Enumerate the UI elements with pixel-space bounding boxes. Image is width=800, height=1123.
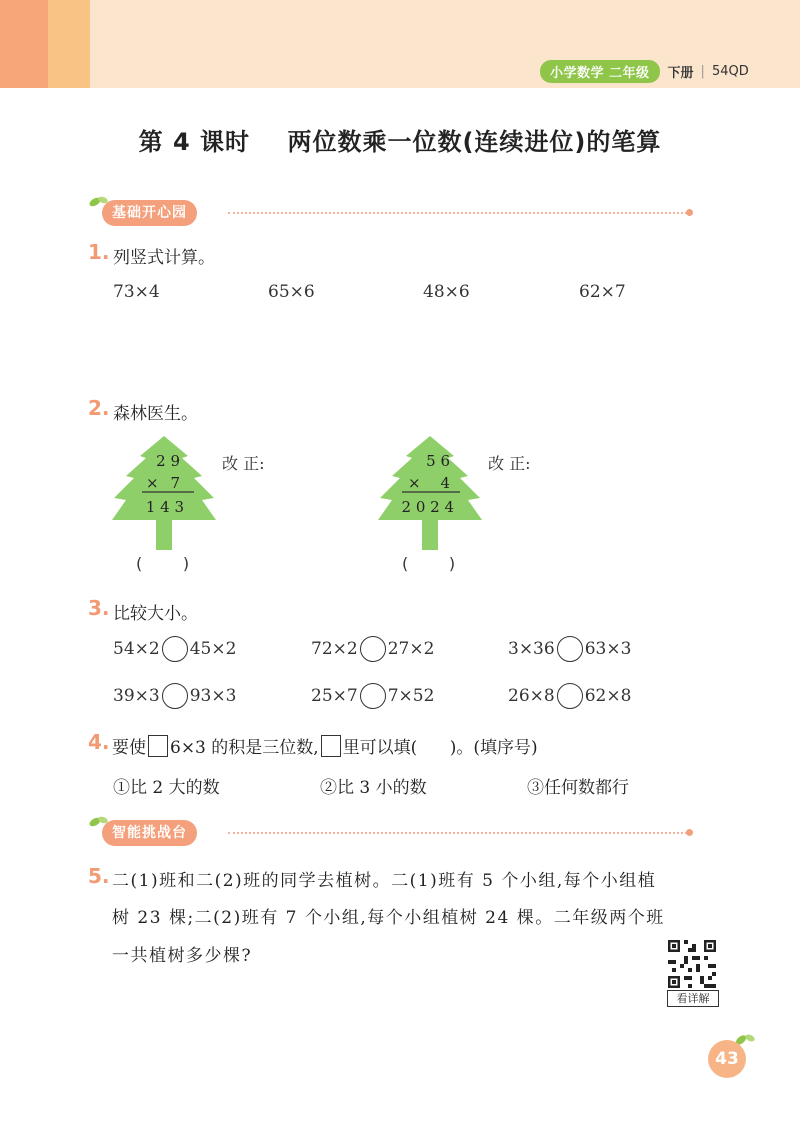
section-header-challenge [88, 820, 693, 848]
banner-stripe-orange [0, 0, 48, 88]
blank-box[interactable] [148, 735, 168, 757]
divider-end-dot [686, 829, 693, 836]
edition-code: 54QD [711, 63, 749, 79]
section-header-basic [88, 200, 693, 228]
subject-tag: 小学数学 二年级 [540, 60, 660, 83]
compare-left: 72×2 [311, 639, 358, 659]
question-text-5-line: 树 23 棵;二(2)班有 7 个小组,每个小组植树 24 棵。二年级两个班 [112, 908, 665, 928]
tree-2 [374, 436, 486, 552]
question-text-4 [112, 733, 538, 758]
volume-label: 下册 [667, 65, 694, 81]
compare-circle[interactable] [557, 683, 583, 709]
calc-expression: 48×6 [423, 282, 470, 302]
compare-right: 27×2 [387, 639, 435, 659]
calc-expression: 62×7 [579, 282, 626, 302]
dotted-divider [228, 212, 687, 214]
blank-box[interactable] [321, 735, 341, 757]
tree-trunk-icon [422, 520, 438, 550]
comparison-item [508, 683, 631, 709]
compare-right: 45×2 [189, 639, 237, 659]
comparison-item [113, 683, 236, 709]
q4-text-part: 6×3 的积是三位数, [170, 738, 319, 758]
compare-circle[interactable] [557, 636, 583, 662]
question-number-1: 1. [88, 240, 110, 264]
question-number-2: 2. [88, 396, 110, 420]
qr-code-icon[interactable] [668, 940, 716, 988]
compare-circle[interactable] [162, 683, 188, 709]
vertical-top-number: 2 9 [156, 452, 180, 470]
compare-circle[interactable] [162, 636, 188, 662]
section-title-basic: 基础开心园 [102, 200, 197, 226]
grade-tag [540, 60, 749, 82]
compare-left: 3×36 [508, 639, 555, 659]
answer-paren: ( ) [136, 554, 190, 573]
compare-right: 7×52 [387, 686, 435, 706]
question-number-3: 3. [88, 596, 110, 620]
page-number: 43 [708, 1040, 746, 1078]
calc-expression: 73×4 [113, 282, 160, 302]
vertical-result: 1 4 3 [145, 498, 184, 516]
q4-text-part: 要使 [112, 738, 146, 758]
correction-label: 改 正: [222, 454, 265, 473]
comparison-item [113, 636, 236, 662]
compare-circle[interactable] [360, 636, 386, 662]
question-text-5-line: 一共植树多少棵? [112, 946, 253, 966]
tree-trunk-icon [156, 520, 172, 550]
top-banner [0, 0, 800, 88]
compare-left: 54×2 [113, 639, 160, 659]
compare-right: 63×3 [584, 639, 632, 659]
question-text-5-line: 二(1)班和二(2)班的同学去植树。二(1)班有 5 个小组,每个小组植 [112, 871, 657, 891]
question-text-1: 列竖式计算。 [113, 248, 215, 268]
option-1: ①比 2 大的数 [113, 778, 220, 798]
answer-paren: ( ) [402, 554, 456, 573]
tree-1 [108, 436, 220, 552]
dotted-divider [228, 832, 687, 834]
compare-left: 26×8 [508, 686, 555, 706]
compare-right: 93×3 [189, 686, 237, 706]
compare-left: 25×7 [311, 686, 358, 706]
lesson-title: 第 4 课时 两位数乘一位数(连续进位)的笔算 [138, 128, 662, 156]
divider-end-dot [686, 209, 693, 216]
vertical-result: 2 0 2 4 [401, 498, 454, 516]
tag-separator: | [700, 63, 705, 79]
vertical-operator: × [408, 474, 421, 492]
calc-expression: 65×6 [268, 282, 315, 302]
qr-caption: 看详解 [667, 990, 719, 1007]
banner-stripe-yellow [48, 0, 90, 88]
vertical-operator: × [146, 474, 159, 492]
vertical-top-number: 5 6 [426, 452, 450, 470]
question-number-5: 5. [88, 864, 110, 888]
section-title-challenge: 智能挑战台 [102, 820, 197, 846]
compare-right: 62×8 [584, 686, 632, 706]
question-number-4: 4. [88, 730, 110, 754]
option-2: ②比 3 小的数 [320, 778, 427, 798]
correction-label: 改 正: [488, 454, 531, 473]
vertical-bottom-number: 7 [170, 474, 180, 492]
comparison-item [311, 683, 434, 709]
compare-left: 39×3 [113, 686, 160, 706]
vertical-bottom-number: 4 [440, 474, 450, 492]
option-3: ③任何数都行 [527, 778, 629, 798]
comparison-item [508, 636, 631, 662]
comparison-item [311, 636, 434, 662]
compare-circle[interactable] [360, 683, 386, 709]
q4-text-part: 里可以填( )。(填序号) [342, 738, 538, 758]
question-text-2: 森林医生。 [113, 404, 198, 424]
question-text-3: 比较大小。 [113, 604, 198, 624]
